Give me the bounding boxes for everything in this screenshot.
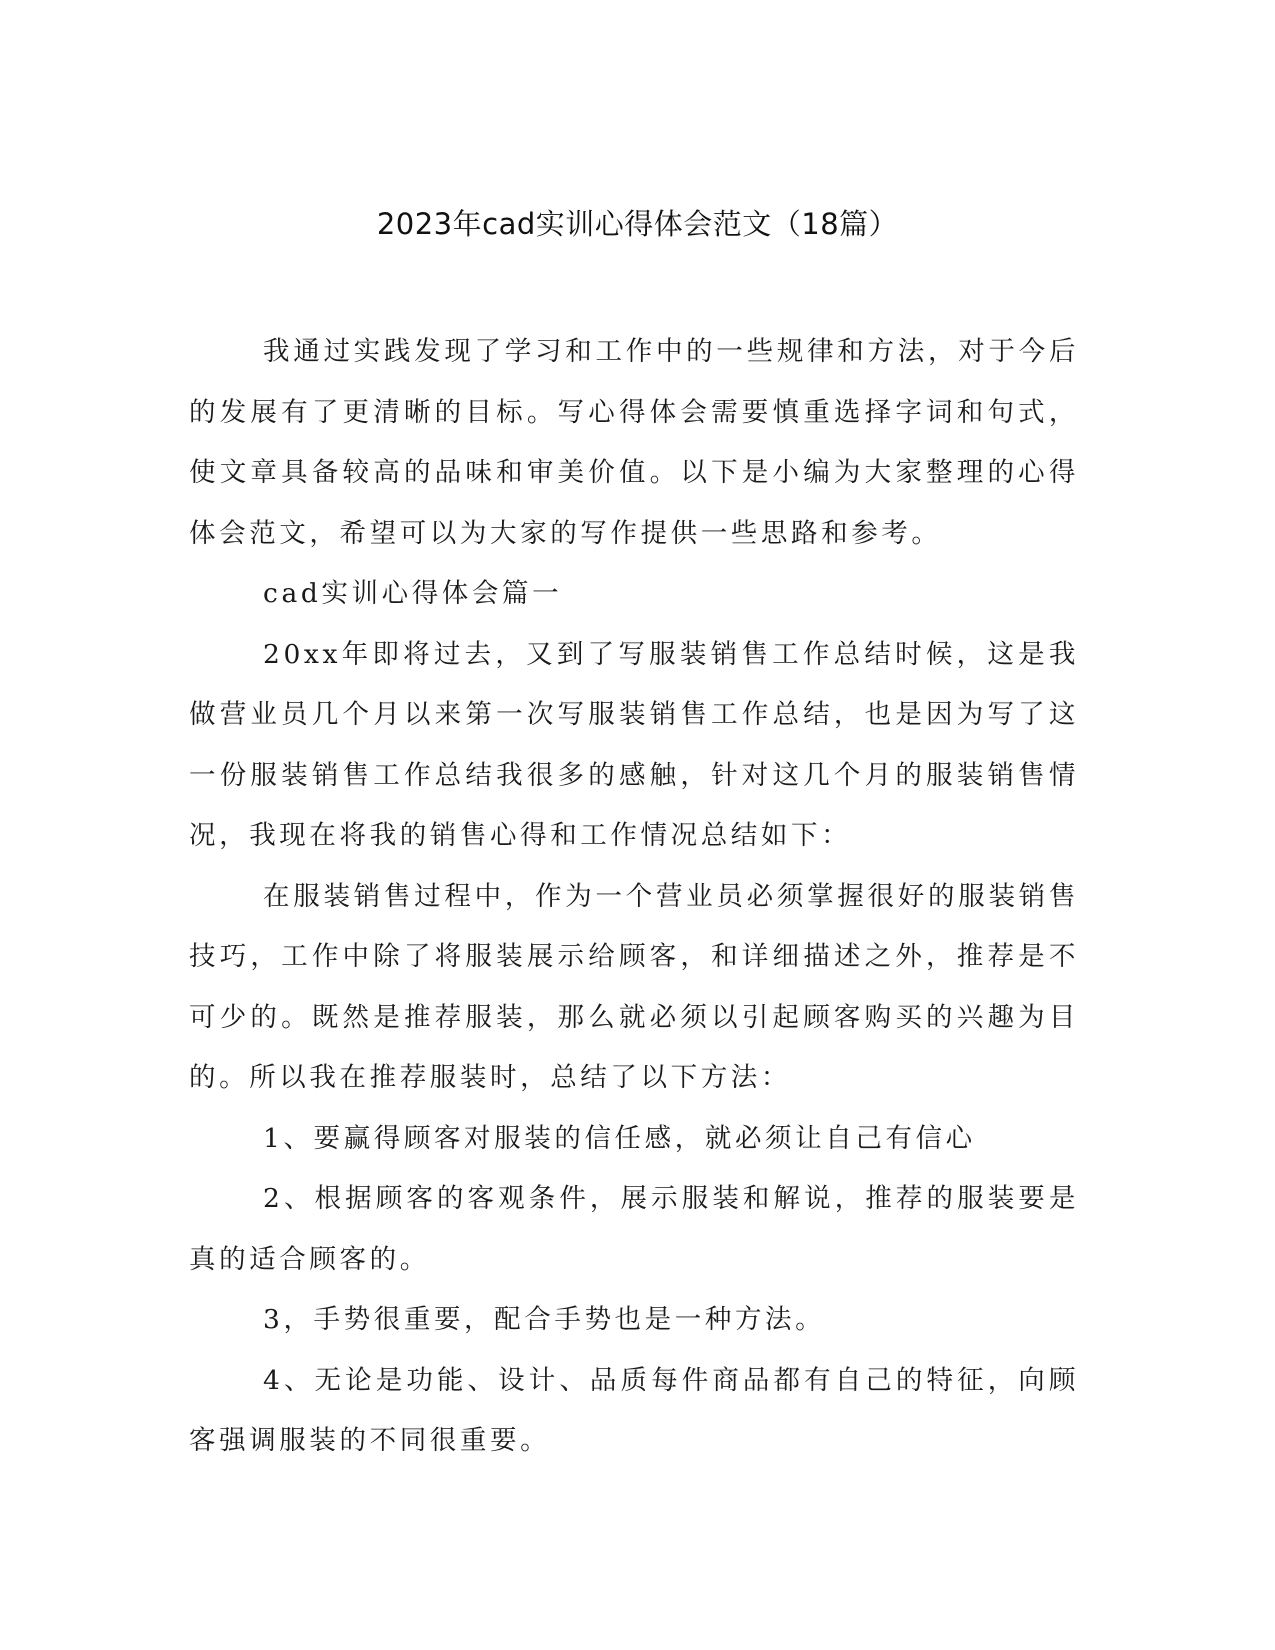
section-heading: cad实训心得体会篇一 [263, 578, 563, 609]
document-body [189, 322, 1079, 1472]
list-item: 2、根据顾客的客观条件，展示服装和解说，推荐的服装要是真的适合顾客的。 [189, 1183, 1079, 1275]
document-title: 2023年cad实训心得体会范文（18篇） [376, 207, 899, 241]
list-item: 4、无论是功能、设计、品质每件商品都有自己的特征，向顾客强调服装的不同很重要。 [189, 1364, 1079, 1456]
list-item: 1、要赢得顾客对服装的信任感，就必须让自己有信心 [263, 1122, 976, 1154]
list-item: 3，手势很重要，配合手势也是一种方法。 [263, 1304, 826, 1335]
intro-paragraph: 我通过实践发现了学习和工作中的一些规律和方法，对于今后的发展有了更清晰的目标。写心得体会需要慎重选择字词和句式，使文章具备较高的品味和审美价值。以下是小编为大家整理的心得体会范文，希望可以为大家的写作提供一些思路和参考。 [189, 336, 1079, 549]
body-paragraph: 在服装销售过程中，作为一个营业员必须掌握很好的服装销售技巧，工作中除了将服装展示给顾客，和详细描述之外，推荐是不可少的。既然是推荐服装，那么就必须以引起顾客购买的兴趣为目的。所以我在推荐服装时，总结了以下方法： [189, 880, 1079, 1093]
body-paragraph: 20xx年即将过去，又到了写服装销售工作总结时候，这是我做营业员几个月以来第一次写服装销售工作总结，也是因为写了这一份服装销售工作总结我很多的感触，针对这几个月的服装销售情况，我现在将我的销售心得和工作情况总结如下： [189, 638, 1079, 851]
